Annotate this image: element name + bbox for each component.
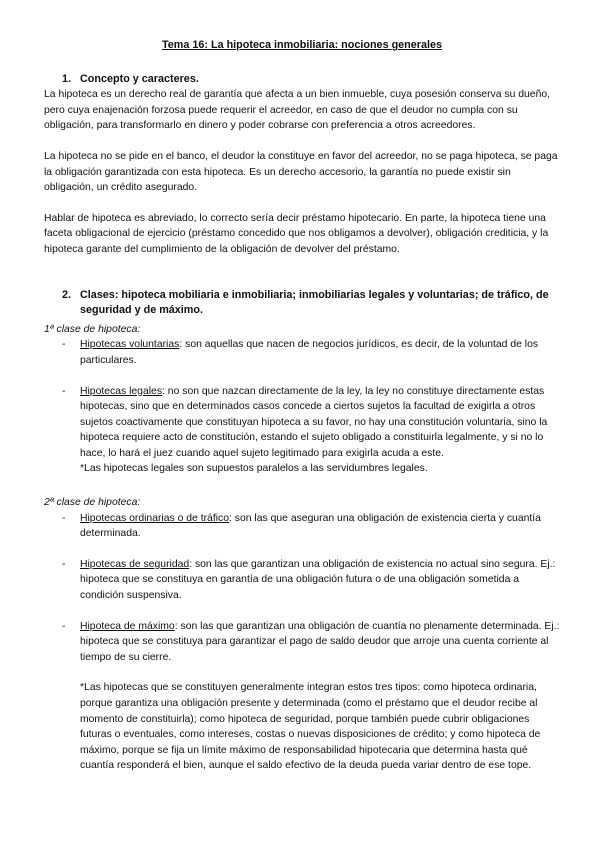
section-2-heading [44,288,560,319]
list-item-hipotecas-ordinarias [44,511,560,542]
list-item-hipotecas-legales [44,384,560,478]
term-hipotecas-legales: Hipotecas legales [80,385,163,397]
class-2-list [44,511,560,774]
section-1-paragraph-3: Hablar de hipoteca es abreviado, lo correcto sería decir préstamo hipotecario. En parte, la hipoteca tiene una faceta obligacional de ejercicio (préstamo concedido que nos obligamos a devolver), obligación crediticia, y la hipoteca garante del cumplimiento de la obligación de devolver del préstamo. [44,212,549,255]
list-dash: - [62,512,66,524]
section-1-paragraph-2: La hipoteca no se pide en el banco, el deudor la constituye en favor del acreedor, no se paga hipoteca, se paga la obligación garantizada con esta hipoteca. Es un derecho accesorio, la garantía no puede existir sin obligación, un crédito asegurado. [44,150,558,194]
section-1-heading [44,72,560,88]
section-2-title: Clases: hipoteca mobiliaria e inmobiliaria; inmobiliarias legales y voluntarias; de tráfico, de seguridad y de máximo. [80,288,549,317]
document-page [44,38,560,774]
list-dash: - [62,620,66,632]
note-hipotecas-legales: *Las hipotecas legales son supuestos paralelos a las servidumbres legales. [80,463,428,475]
term-hipoteca-maximo: Hipoteca de máximo [80,620,175,632]
section-1-number: 1. [62,72,72,85]
definition-hipotecas-ordinarias: : son las que aseguran una obligación de existencia cierta y cuantía determinada. [80,512,541,540]
list-item-hipotecas-seguridad [44,557,560,604]
term-hipotecas-ordinarias: Hipotecas ordinarias o de tráfico [80,512,230,524]
definition-hipotecas-voluntarias: : son aquellas que nacen de negocios jurídicos, es decir, de la voluntad de los particulares. [80,339,539,366]
term-hipotecas-seguridad: Hipotecas de seguridad [80,558,190,570]
class-2-label: 2ª clase de hipoteca: [44,497,141,509]
list-item-hipotecas-voluntarias [44,337,560,368]
term-hipotecas-voluntarias: Hipotecas voluntarias [80,339,180,351]
class-1-label: 1ª clase de hipoteca: [44,323,141,335]
note-tipos-hipoteca: *Las hipotecas que se constituyen generalmente integran estos tres tipos: como hipoteca ordinaria, porque garantiza una obligación presente y determinada (como el préstamo que el deudor recibe al momento de constituirla); como hipoteca de seguridad, porque también puede cubrir obligaciones futuras o eventuales, como intereses, costas o nuevas disposiciones de crédito; y como hipoteca de máximo, porque se fija un límite máximo de responsabilidad hipotecaria que determina hasta qué cuantía responderá el bien, aunque el saldo efectivo de la deuda pueda variar dentro de ese tope. [80,682,541,772]
list-item-hipoteca-maximo [44,619,560,774]
definition-hipotecas-legales: : no son que nazcan directamente de la ley, la ley no constituye directamente estas hipotecas, sino que en determinados casos concede a ciertos sujetos la facultad de exigirla a otros sujetos coactivamente que constituyan hipoteca a su favor, no hay una constitución voluntaria, sino la hipoteca requiere acto de constitución, estando el sujeto obligado a constituirla legalmente, y si no lo hace, lo hará el juez cuando aquel sujeto legitimado para exigirla acuda a este. [80,385,548,459]
section-2-number: 2. [62,288,72,301]
definition-hipoteca-maximo: : son las que garantizan una obligación de cuantía no plenamente determinada. Ej.: hipoteca que se constituya para garantizar el pago de saldo deudor que arroje una cuenta corriente al tiempo de su cierre. [80,620,560,663]
document-title: Tema 16: La hipoteca inmobiliaria: nociones generales [161,39,442,51]
definition-hipotecas-seguridad: : son las que garantizan una obligación de existencia no actual sino segura. Ej.: hipoteca que se constituya en garantía de una obligación futura o de una obligación sometida a condición suspensiva. [80,558,556,602]
list-dash: - [62,339,66,351]
class-1-list [44,337,560,477]
list-dash: - [62,385,66,397]
list-dash: - [62,558,66,570]
section-1-title: Concepto y caracteres. [80,72,199,85]
section-1-paragraph-1: La hipoteca es un derecho real de garantía que afecta a un bien inmueble, cuya posesión conserva su dueño, pero cuya enajenación forzosa puede requerir el acreedor, en caso de que el deudor no cumpla con su obligación, para transformarlo en dinero y poder cobrarse con preferencia a otros acreedores. [44,89,551,132]
